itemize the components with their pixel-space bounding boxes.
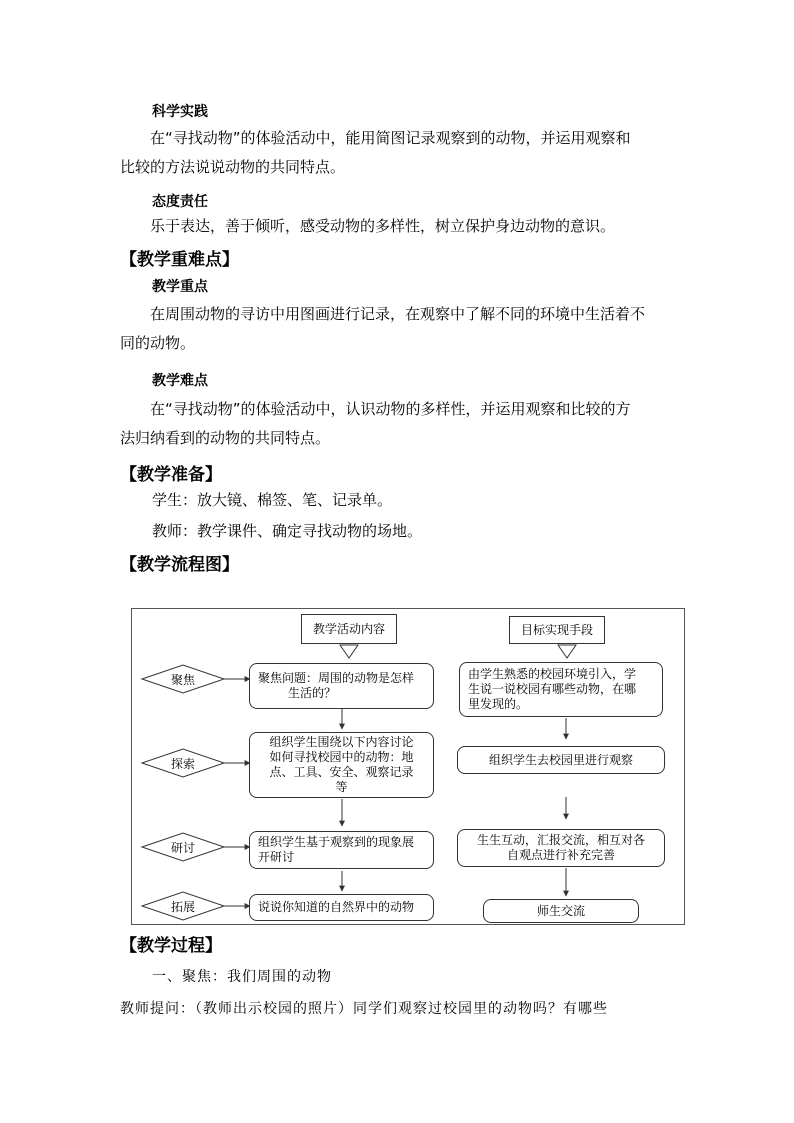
activity-discuss-line-2: 开研讨 xyxy=(258,850,295,864)
difficulty-line-1: 在“寻找动物”的体验活动中，认识动物的多样性，并运用观察和比较的方 xyxy=(150,400,631,418)
focus-title: 教学重点 xyxy=(152,279,208,295)
keypoints-heading: 【教学重难点】 xyxy=(120,250,239,270)
means-focus-line-3: 里发现的。 xyxy=(468,697,529,711)
flowchart-heading: 【教学流程图】 xyxy=(120,555,239,575)
means-box-extend xyxy=(483,899,639,923)
activity-explore-line-4: 等 xyxy=(335,780,348,794)
attitude-paragraph xyxy=(120,212,680,241)
means-focus-line-1: 由学生熟悉的校园环境引入，学 xyxy=(468,667,637,681)
means-box-discuss xyxy=(457,829,665,867)
activity-box-explore xyxy=(249,732,434,798)
difficulty-paragraph xyxy=(120,395,680,453)
left-column-header: 教学活动内容 xyxy=(301,614,397,644)
left-header-arrow xyxy=(340,645,358,658)
right-header-arrow xyxy=(558,645,576,658)
means-focus-line-2: 生说一说校园有哪些动物，在哪 xyxy=(468,682,637,696)
process-heading: 【教学过程】 xyxy=(120,936,222,956)
activity-box-extend xyxy=(249,894,434,921)
stage-label-discuss: 研讨 xyxy=(170,840,195,855)
activity-explore-line-3: 点、工具、安全、观察记录 xyxy=(269,765,414,779)
focus-line-2: 同的动物。 xyxy=(120,334,196,352)
practice-title: 科学实践 xyxy=(152,104,208,120)
activity-explore-line-1: 组织学生围绕以下内容讨论 xyxy=(269,735,414,749)
activity-focus-line-1: 聚焦问题：周围的动物是怎样 xyxy=(258,671,415,685)
difficulty-line-2: 法归纳看到的动物的共同特点。 xyxy=(120,429,331,447)
attitude-text: 乐于表达，善于倾听，感受动物的多样性，树立保护身边动物的意识。 xyxy=(150,217,616,235)
activity-explore-line-2: 如何寻找校园中的动物：地 xyxy=(269,750,414,764)
activity-box-discuss xyxy=(249,831,434,869)
activity-focus-line-2: 生活的？ xyxy=(288,686,337,700)
activity-box-focus xyxy=(249,663,434,709)
practice-line-2: 比较的方法说说动物的共同特点。 xyxy=(120,158,346,176)
practice-paragraph xyxy=(120,124,680,182)
difficulty-title: 教学难点 xyxy=(152,373,208,389)
stage-label-explore: 探索 xyxy=(170,756,195,771)
teaching-flowchart xyxy=(131,608,685,925)
practice-line-1: 在“寻找动物”的体验活动中，能用简图记录观察到的动物，并运用观察和 xyxy=(150,129,631,147)
activity-discuss-line-1: 组织学生基于观察到的现象展 xyxy=(258,835,415,849)
preparation-teacher: 教师：教学课件、确定寻找动物的场地。 xyxy=(152,522,423,540)
preparation-heading: 【教学准备】 xyxy=(120,465,222,485)
stage-label-focus: 聚焦 xyxy=(170,672,195,687)
right-column-header: 目标实现手段 xyxy=(509,616,605,644)
focus-line-1: 在周围动物的寻访中用图画进行记录，在观察中了解不同的环境中生活着不 xyxy=(150,305,646,323)
means-extend-line-1: 师生交流 xyxy=(536,903,585,918)
focus-paragraph xyxy=(120,300,680,358)
means-box-focus xyxy=(459,662,663,717)
means-box-explore xyxy=(457,746,665,774)
means-discuss-line-2: 自观点进行补充完善 xyxy=(506,848,615,862)
process-step-1: 一、聚焦：我们周围的动物 xyxy=(152,969,332,985)
attitude-title: 态度责任 xyxy=(152,194,208,210)
preparation-students: 学生：放大镜、棉签、笔、记录单。 xyxy=(152,491,393,509)
process-question: 教师提问：（教师出示校园的照片）同学们观察过校园里的动物吗？有哪些 xyxy=(120,1001,608,1017)
activity-extend-line-1: 说说你知道的自然界中的动物 xyxy=(258,900,415,914)
stage-label-extend: 拓展 xyxy=(170,899,195,914)
means-explore-line-1: 组织学生去校园里进行观察 xyxy=(488,752,633,767)
means-discuss-line-1: 生生互动，汇报交流，相互对各 xyxy=(476,833,645,847)
